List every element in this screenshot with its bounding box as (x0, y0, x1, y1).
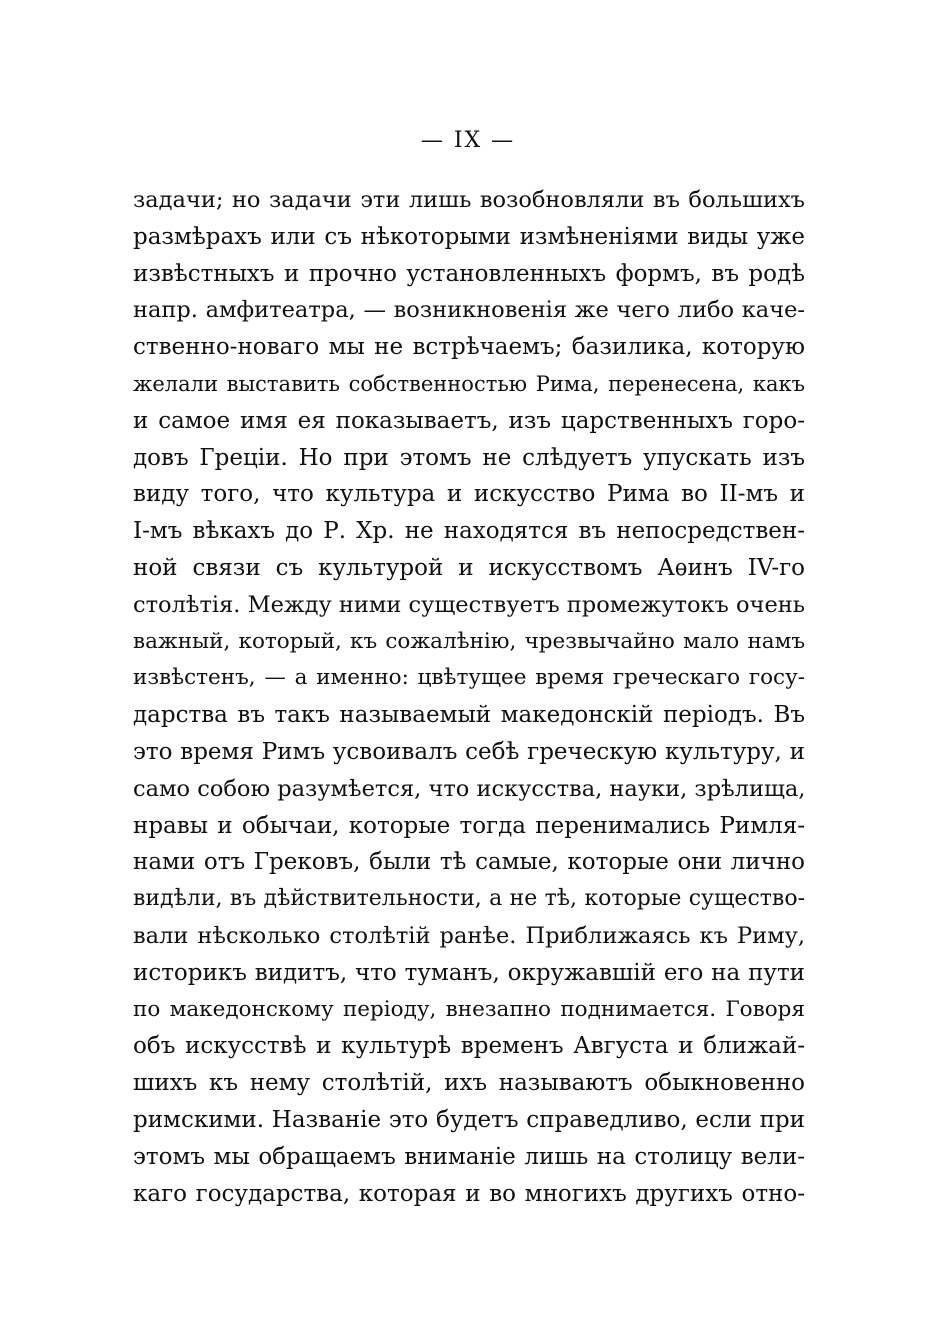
text-line: историкъ видитъ, что туманъ, окружавшій его на пути (133, 959, 805, 986)
text-line: само собою разумѣется, что искусства, науки, зрѣлища, (133, 775, 805, 802)
text-line: видѣли, въ дѣйствительности, а не тѣ, которые существо- (133, 886, 805, 912)
text-line: довъ Греціи. Но при этомъ не слѣдуетъ упускать изъ (133, 444, 805, 471)
text-line: I-мъ вѣкахъ до Р. Хр. не находятся въ непосредствен- (133, 518, 805, 545)
text-line: ной связи съ культурой и искусствомъ Аѳинъ IV-го (133, 554, 805, 581)
body-text (133, 182, 805, 1212)
text-line: важный, который, къ сожалѣнію, чрезвычайно мало намъ (133, 628, 805, 654)
text-line: нравы и обычаи, которые тогда перенимались Римля- (133, 812, 805, 839)
text-line: римскими. Названіе это будетъ справедливо, если при (133, 1106, 805, 1133)
text-line: извѣстныхъ и прочно установленныхъ формъ, въ родѣ (133, 260, 805, 287)
text-line: виду того, что культура и искусство Рима во II-мъ и (133, 481, 805, 508)
text-line: извѣстенъ, — а именно: цвѣтущее время греческаго госу- (133, 665, 805, 691)
text-line: каго государства, которая и во многихъ другихъ отно- (133, 1180, 805, 1207)
text-line: объ искусствѣ и культурѣ временъ Августа и ближай- (133, 1033, 805, 1060)
text-line: столѣтія. Между ними существуетъ промежутокъ очень (133, 591, 805, 618)
text-line: дарства въ такъ называемый македонскій періодъ. Въ (133, 702, 805, 729)
text-line: это время Римъ усвоивалъ себѣ греческую культуру, и (133, 738, 805, 765)
text-line: этомъ мы обращаемъ вниманіе лишь на столицу вели- (133, 1143, 805, 1170)
text-line: по македонскому періоду, внезапно поднимается. Говоря (133, 996, 805, 1022)
text-line: ственно-новаго мы не встрѣчаемъ; базилика, которую (133, 334, 805, 361)
page-number: — IX — (420, 128, 516, 153)
text-line: размѣрахъ или съ нѣкоторыми измѣненіями виды уже (133, 223, 805, 250)
text-line: нами отъ Грековъ, были тѣ самые, которые они лично (133, 849, 805, 876)
text-line: шихъ къ нему столѣтій, ихъ называютъ обыкновенно (133, 1070, 805, 1097)
text-line: задачи; но задачи эти лишь возобновляли въ большихъ (133, 187, 805, 213)
text-line: напр. амфитеатра, — возникновенія же чего либо каче- (133, 297, 805, 324)
text-line: вали нѣсколько столѣтій ранѣе. Приближаясь къ Риму, (133, 922, 805, 949)
text-line: желали выставить собственностью Рима, перенесена, какъ (133, 371, 805, 396)
text-line: и самое имя ея показываетъ, изъ царственныхъ горо- (133, 407, 805, 434)
